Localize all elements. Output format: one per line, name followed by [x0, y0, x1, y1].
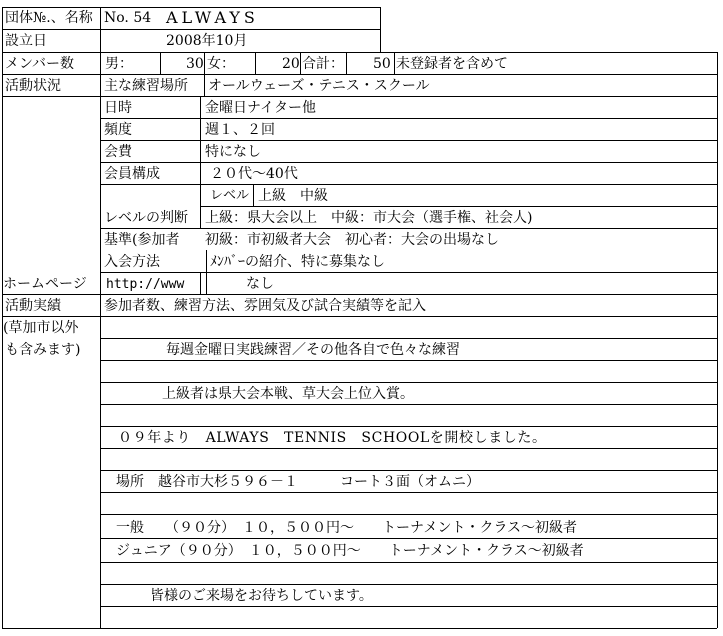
criteria-label-line-1: レベルの判断: [104, 210, 188, 226]
join-method-label: 入会方法: [104, 254, 160, 270]
club-number-name-label: 団体№.、名称: [5, 10, 93, 26]
time-value: 金曜日ナイター他: [205, 100, 317, 116]
club-name: ALWAYS: [166, 8, 259, 27]
criteria-label-line-2: 基準(参加者: [104, 232, 180, 248]
male-count: 30: [186, 56, 204, 72]
founded-label: 設立日: [5, 33, 47, 49]
founded-value: 2008年10月: [166, 33, 248, 49]
homepage-value: なし: [246, 276, 274, 292]
age-range-value: ２０代～40代: [210, 166, 298, 182]
record-junior-price-line: ジュニア（９０分） １０，５００円～ トーナメント・クラス～初級者: [116, 543, 584, 559]
criteria-line-2: 初級：市初級者大会 初心者：大会の出場なし: [205, 232, 499, 248]
total-label: 合計：: [302, 56, 344, 72]
male-label: 男：: [105, 56, 133, 72]
join-method-value: ﾒﾝﾊﾞｰの紹介、特に募集なし: [210, 254, 385, 270]
record-results-line: 上級者は県大会本戦、草大会上位入賞。: [162, 386, 414, 402]
record-label-line-2: (草加市以外: [3, 320, 79, 336]
criteria-line-1: 上級：県大会以上 中級：市大会（選手権、社会人): [205, 210, 533, 226]
level-label: レベル: [210, 188, 250, 203]
members-label: メンバー数: [5, 56, 75, 72]
frequency-label: 頻度: [104, 122, 132, 138]
female-count: 20: [282, 56, 300, 72]
fee-value: 特になし: [205, 144, 261, 160]
record-school-line: ０９年より ALWAYS TENNIS SCHOOLを開校しました。: [118, 430, 547, 446]
activity-label: 活動状況: [5, 78, 61, 94]
homepage-label: ホームページ: [3, 277, 87, 291]
record-practice-line: 毎週金曜日実践練習／その他各自で色々な練習: [166, 342, 460, 358]
venue-value: オールウェーズ・テニス・スクール: [208, 78, 430, 94]
record-instruction: 参加者数、練習方法、雰囲気及び試合実績等を記入: [104, 298, 426, 314]
venue-label: 主な練習場所: [104, 78, 188, 94]
level-value: 上級 中級: [258, 188, 328, 204]
record-general-price-line: 一般 （９０分） １０，５００円～ トーナメント・クラス～初級者: [116, 520, 578, 536]
members-note: 未登録者を含めて: [396, 56, 508, 72]
record-welcome-line: 皆様のご来場をお待ちしています。: [150, 588, 373, 604]
record-label-line-3: も含みます): [5, 342, 81, 358]
composition-label: 会員構成: [104, 166, 160, 182]
female-label: 女：: [207, 56, 235, 72]
frequency-value: 週１、２回: [205, 122, 275, 138]
fee-label: 会費: [104, 144, 132, 160]
club-number: No. 54: [104, 10, 152, 26]
record-place-line: 場所 越谷市大杉５９６－１ コート３面（オムニ）: [116, 474, 480, 490]
total-count: 50: [373, 56, 391, 72]
homepage-url: http://www: [106, 277, 185, 292]
record-label-line-1: 活動実績: [5, 298, 61, 314]
time-label: 日時: [104, 100, 132, 116]
